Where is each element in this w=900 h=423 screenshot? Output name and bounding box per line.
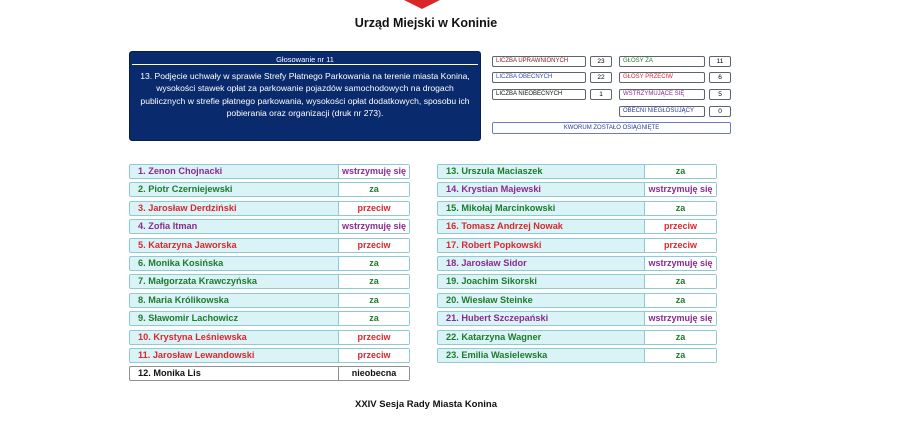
councillor-vote: za bbox=[338, 312, 409, 325]
councillor-row bbox=[437, 164, 717, 179]
councillor-vote: za bbox=[338, 257, 409, 270]
present-label: LICZBA OBECNYCH bbox=[492, 72, 586, 83]
absent-label: LICZBA NIEOBECNYCH bbox=[492, 89, 586, 100]
vote-subject-panel bbox=[129, 51, 481, 141]
councillor-row bbox=[437, 330, 717, 345]
councillor-vote: za bbox=[644, 349, 716, 362]
councillor-name: 21. Hubert Szczepański bbox=[446, 313, 549, 324]
eligible-count: 23 bbox=[590, 56, 612, 67]
councillor-vote: przeciw bbox=[338, 202, 409, 215]
councillor-vote: za bbox=[338, 294, 409, 307]
abstain-label: WSTRZYMUJĄCE SIĘ bbox=[619, 89, 705, 100]
councillor-vote: wstrzymuję się bbox=[644, 183, 716, 196]
vote-number: Głosowanie nr 11 bbox=[132, 54, 478, 65]
councillor-row bbox=[129, 238, 410, 253]
councillor-vote: przeciw bbox=[338, 349, 409, 362]
councillor-vote: przeciw bbox=[644, 220, 716, 233]
councillor-row bbox=[129, 219, 410, 234]
councillor-name: 1. Zenon Chojnacki bbox=[138, 166, 223, 176]
councillor-name: 19. Joachim Sikorski bbox=[446, 276, 537, 287]
councillor-name: 22. Katarzyna Wagner bbox=[446, 331, 542, 342]
councillor-name: 20. Wiesław Steinke bbox=[446, 294, 533, 305]
eligible-label: LICZBA UPRAWNIONYCH bbox=[492, 56, 586, 67]
councillor-row bbox=[437, 274, 717, 289]
councillor-name: 2. Piotr Czerniejewski bbox=[138, 184, 233, 195]
councillor-row bbox=[129, 201, 410, 216]
councillor-name: 14. Krystian Majewski bbox=[446, 184, 541, 195]
councillor-row bbox=[129, 256, 410, 271]
against-count: 6 bbox=[709, 72, 731, 83]
councillor-name: 5. Katarzyna Jaworska bbox=[138, 239, 237, 250]
councillor-name: 15. Mikołaj Marcinkowski bbox=[446, 202, 556, 213]
councillor-name: 18. Jarosław Sidor bbox=[446, 257, 527, 268]
councillor-list-left bbox=[129, 164, 410, 385]
page-title: Urząd Miejski w Koninie bbox=[354, 16, 498, 30]
councillor-vote: wstrzymuję się bbox=[644, 257, 716, 270]
councillor-row bbox=[129, 182, 410, 197]
councillor-name: 11. Jarosław Lewandowski bbox=[138, 349, 255, 360]
councillor-vote: wstrzymuję się bbox=[644, 312, 716, 325]
not-voting-count: 0 bbox=[709, 106, 731, 117]
not-voting-label: OBECNI NIEGŁOSUJĄCY bbox=[619, 106, 705, 117]
vote-subject-text: 13. Podjęcie uchwały w sprawie Strefy Płatnego Parkowania na terenie miasta Konina, wysokości stawek opłat za parkowanie pojazdów samochodowych na drogach publicznych w strefie płatnego parkowania, wysokości opłat dodatkowych, sposobu ich pobierania oraz organizacji (druk nr 273). bbox=[140, 71, 470, 118]
for-count: 11 bbox=[709, 56, 731, 67]
present-count: 22 bbox=[590, 72, 612, 83]
councillor-vote: za bbox=[338, 183, 409, 196]
councillor-name: 8. Maria Królikowska bbox=[138, 294, 229, 305]
councillor-row bbox=[437, 256, 717, 271]
councillor-name: 6. Monika Kosińska bbox=[138, 257, 224, 268]
councillor-row bbox=[437, 182, 717, 197]
session-name: XXIV Sesja Rady Miasta Konina bbox=[354, 399, 498, 410]
councillor-vote: przeciw bbox=[338, 239, 409, 252]
councillor-name: 23. Emilia Wasielewska bbox=[446, 349, 548, 360]
councillor-name: 7. Małgorzata Krawczyńska bbox=[138, 276, 257, 287]
against-label: GŁOSY PRZECIW bbox=[619, 72, 705, 83]
councillor-name: 9. Sławomir Lachowicz bbox=[138, 313, 239, 324]
councillor-vote: wstrzymuję się bbox=[338, 220, 409, 233]
councillor-vote: przeciw bbox=[644, 239, 716, 252]
councillor-name: 12. Monika Lis bbox=[138, 368, 201, 379]
councillor-name: 13. Urszula Maciaszek bbox=[446, 166, 543, 176]
councillor-row bbox=[129, 348, 410, 363]
councillor-vote: za bbox=[644, 202, 716, 215]
councillor-row bbox=[437, 348, 717, 363]
red-arrow-marker bbox=[404, 0, 440, 9]
councillor-name: 4. Zofia Itman bbox=[138, 221, 198, 232]
abstain-count: 5 bbox=[709, 89, 731, 100]
councillor-name: 10. Krystyna Leśniewska bbox=[138, 331, 247, 342]
councillor-vote: za bbox=[338, 275, 409, 288]
councillor-row bbox=[129, 293, 410, 308]
councillor-list-right bbox=[437, 164, 717, 366]
councillor-vote: za bbox=[644, 165, 716, 178]
councillor-row bbox=[129, 164, 410, 179]
councillor-vote: za bbox=[644, 331, 716, 344]
councillor-name: 3. Jarosław Derdziński bbox=[138, 202, 237, 213]
absent-count: 1 bbox=[590, 89, 612, 100]
councillor-row bbox=[129, 330, 410, 345]
councillor-row bbox=[129, 274, 410, 289]
councillor-row bbox=[437, 311, 717, 326]
councillor-name: 16. Tomasz Andrzej Nowak bbox=[446, 221, 563, 232]
councillor-row bbox=[129, 311, 410, 326]
councillor-name: 17. Robert Popkowski bbox=[446, 239, 542, 250]
councillor-row bbox=[129, 366, 410, 381]
councillor-vote: nieobecna bbox=[338, 367, 409, 380]
for-label: GŁOSY ZA bbox=[619, 56, 705, 67]
councillor-row bbox=[437, 201, 717, 216]
councillor-vote: za bbox=[644, 275, 716, 288]
councillor-row bbox=[437, 293, 717, 308]
quorum-status: KWORUM ZOSTAŁO OSIĄGNIĘTE bbox=[492, 122, 731, 134]
councillor-vote: za bbox=[644, 294, 716, 307]
councillor-vote: wstrzymuję się bbox=[338, 165, 409, 178]
councillor-row bbox=[437, 238, 717, 253]
councillor-row bbox=[437, 219, 717, 234]
councillor-vote: przeciw bbox=[338, 331, 409, 344]
